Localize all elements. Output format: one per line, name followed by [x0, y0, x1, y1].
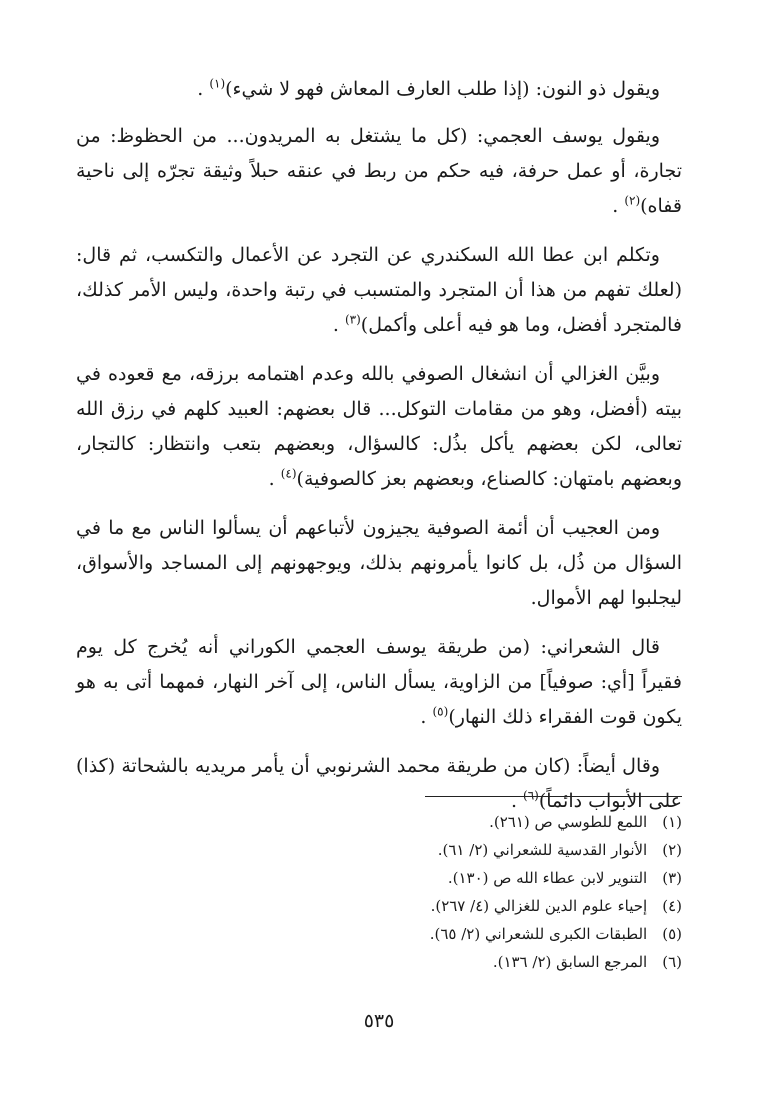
- paragraph-end: .: [420, 706, 427, 728]
- paragraph-text: وبيَّن الغزالي أن انشغال الصوفي بالله وعدم اهتمامه برزقه، مع قعوده في بيته (أفضل، وهو من مقامات التوكل... قال بعضهم: العبيد كلهم في رزق الله تعالى، لكن بعضهم يأكل بذُل: كالسؤال، وبعضهم بتعب وانتظار: كالتجار، وبعضهم بامتهان: كالصناع، وبعضهم بعز كالصوفية): [76, 363, 682, 490]
- footnote-6: [76, 948, 682, 976]
- paragraph-1: [76, 72, 682, 107]
- paragraph-text: ويقول ذو النون: (إذا طلب العارف المعاش فهو لا شيء): [225, 78, 660, 100]
- paragraph-6: [76, 630, 682, 735]
- footnote-5: [76, 920, 682, 948]
- paragraph-text: قال الشعراني: (من طريقة يوسف العجمي الكوراني أنه يُخرج كل يوم فقيراً [أي: صوفياً] من الزاوية، يسأل الناس، إلى آخر النهار، فمهما أتى به هو يكون قوت الفقراء ذلك النهار): [76, 636, 682, 728]
- paragraph-3: [76, 238, 682, 343]
- paragraph-text: ويقول يوسف العجمي: (كل ما يشتغل به المريدون... من الحظوظ: من تجارة، أو عمل حرفة، فيه حكم من ربط في عنقه حبلاً وثيقة تجرّه إلى ناحية قفاه): [76, 125, 682, 217]
- paragraph-4: [76, 357, 682, 497]
- paragraph-text: ومن العجيب أن أئمة الصوفية يجيزون لأتباعهم أن يسألوا الناس مع ما في السؤال من ذُل، بل كانوا يأمرونهم بذلك، ويوجهونهم إلى المساجد والأسواق، ليجلبوا لهم الأموال.: [76, 517, 682, 609]
- footnote-number: (٣): [662, 869, 682, 887]
- paragraph-end: .: [510, 790, 517, 812]
- paragraph-text: وقال أيضاً: (كان من طريقة محمد الشرنوبي أن يأمر مريديه بالشحاتة (كذا) على الأبواب دائماً): [76, 755, 682, 812]
- footnote-number: (٥): [662, 925, 682, 943]
- paragraph-end: .: [612, 195, 619, 217]
- paragraph-text: وتكلم ابن عطا الله السكندري عن التجرد عن الأعمال والتكسب، ثم قال: (لعلك تفهم من هذا أن المتجرد والمتسبب في رتبة واحدة، وليس الأمر كذلك، فالمتجرد أفضل، وما هو فيه أعلى وأكمل): [76, 244, 682, 336]
- paragraph-5: [76, 511, 682, 616]
- footnote-ref: (٣): [344, 312, 361, 327]
- paragraph-2: [76, 119, 682, 224]
- footnote-ref: (٢): [624, 193, 641, 208]
- footnote-text: إحياء علوم الدين للغزالي (٤/ ٢٦٧).: [430, 897, 648, 915]
- main-text: [76, 72, 682, 833]
- footnote-text: المرجع السابق (٢/ ١٣٦).: [492, 953, 648, 971]
- footnote-4: [76, 892, 682, 920]
- footnote-number: (١): [662, 813, 682, 831]
- footnote-text: اللمع للطوسي ص (٢٦١).: [489, 813, 648, 831]
- paragraph-end: .: [268, 468, 275, 490]
- footnote-3: [76, 864, 682, 892]
- footnote-ref: (٤): [280, 466, 297, 481]
- footnote-ref: (٦): [523, 788, 539, 803]
- paragraph-end: .: [332, 314, 339, 336]
- footnote-number: (٦): [662, 953, 682, 971]
- page-number: ٥٣٥: [363, 1010, 395, 1032]
- footnotes: [76, 808, 682, 976]
- footnote-2: [76, 836, 682, 864]
- footnote-ref: (٥): [432, 704, 449, 719]
- footnote-divider: [425, 796, 682, 797]
- footnote-1: [76, 808, 682, 836]
- footnote-text: التنوير لابن عطاء الله ص (١٣٠).: [447, 869, 648, 887]
- footnote-ref: (١): [209, 76, 226, 91]
- footnote-text: الطبقات الكبرى للشعراني (٢/ ٦٥).: [429, 925, 648, 943]
- footnote-number: (٤): [662, 897, 682, 915]
- footnote-text: الأنوار القدسية للشعراني (٢/ ٦١).: [437, 841, 648, 859]
- footnote-number: (٢): [662, 841, 682, 859]
- paragraph-end: .: [197, 78, 204, 100]
